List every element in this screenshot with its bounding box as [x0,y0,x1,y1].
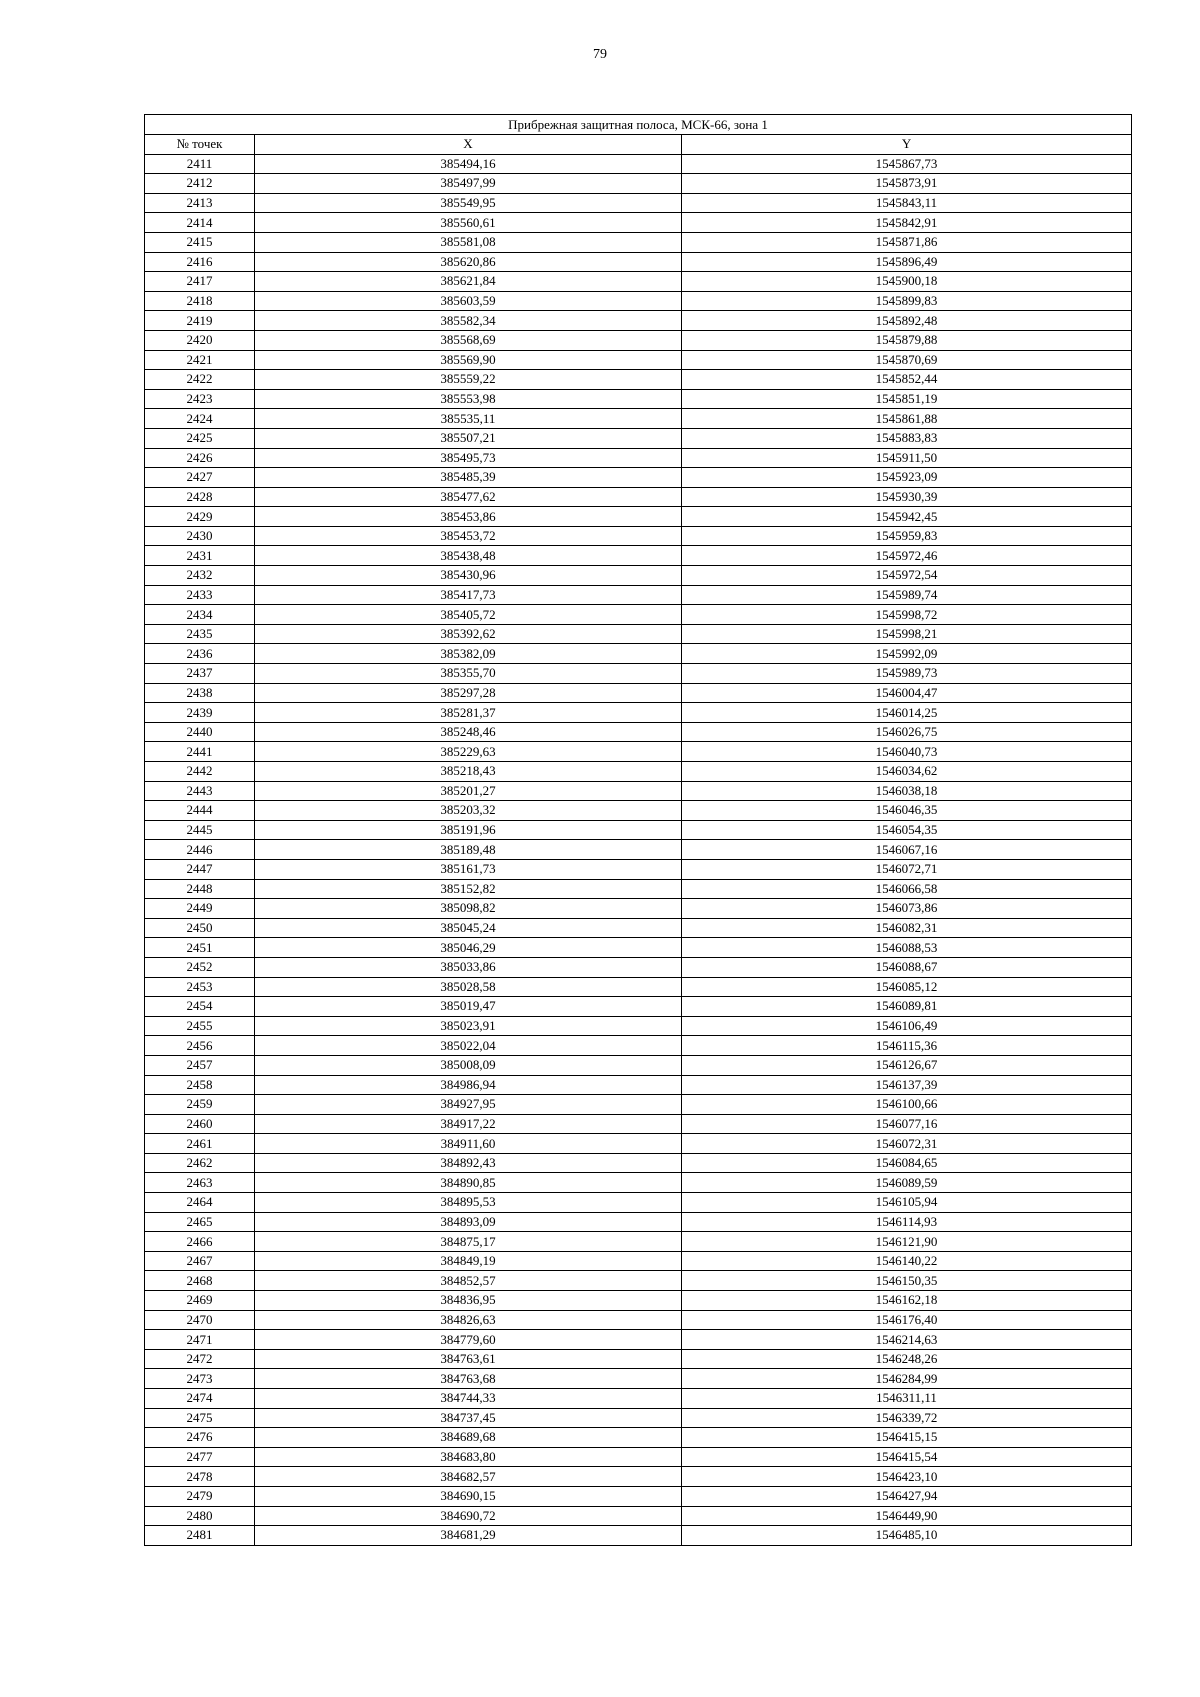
cell-y: 1545871,86 [682,232,1132,252]
cell-y: 1546137,39 [682,1075,1132,1095]
cell-x: 385201,27 [255,781,682,801]
cell-x: 385559,22 [255,370,682,390]
table-row [145,448,1132,468]
cell-point-number: 2434 [145,605,255,625]
table-row [145,330,1132,350]
cell-point-number: 2443 [145,781,255,801]
cell-y: 1546106,49 [682,1016,1132,1036]
cell-point-number: 2481 [145,1526,255,1546]
cell-point-number: 2447 [145,859,255,879]
cell-point-number: 2433 [145,585,255,605]
table-row [145,957,1132,977]
cell-x: 385019,47 [255,997,682,1017]
cell-point-number: 2448 [145,879,255,899]
cell-y: 1545998,72 [682,605,1132,625]
table-row [145,879,1132,899]
table-row [145,997,1132,1017]
table-row [145,291,1132,311]
cell-y: 1545942,45 [682,507,1132,527]
table-row [145,193,1132,213]
cell-point-number: 2463 [145,1173,255,1193]
table-row [145,664,1132,684]
cell-y: 1545930,39 [682,487,1132,507]
cell-y: 1545892,48 [682,311,1132,331]
cell-y: 1546066,58 [682,879,1132,899]
cell-point-number: 2456 [145,1036,255,1056]
cell-y: 1546140,22 [682,1251,1132,1271]
table-row [145,840,1132,860]
cell-y: 1546054,35 [682,820,1132,840]
cell-x: 385161,73 [255,859,682,879]
cell-x: 385494,16 [255,154,682,174]
cell-x: 384893,09 [255,1212,682,1232]
table-row [145,1134,1132,1154]
cell-x: 384892,43 [255,1153,682,1173]
cell-point-number: 2438 [145,683,255,703]
cell-x: 385405,72 [255,605,682,625]
table-row [145,820,1132,840]
table-row [145,1212,1132,1232]
table-row [145,507,1132,527]
cell-point-number: 2429 [145,507,255,527]
cell-x: 385189,48 [255,840,682,860]
cell-point-number: 2465 [145,1212,255,1232]
cell-point-number: 2480 [145,1506,255,1526]
cell-point-number: 2473 [145,1369,255,1389]
cell-point-number: 2419 [145,311,255,331]
cell-y: 1546088,67 [682,957,1132,977]
cell-point-number: 2457 [145,1055,255,1075]
cell-x: 385152,82 [255,879,682,899]
cell-x: 384681,29 [255,1526,682,1546]
cell-point-number: 2455 [145,1016,255,1036]
cell-point-number: 2452 [145,957,255,977]
cell-y: 1545867,73 [682,154,1132,174]
cell-point-number: 2458 [145,1075,255,1095]
cell-point-number: 2454 [145,997,255,1017]
cell-point-number: 2471 [145,1330,255,1350]
cell-x: 385507,21 [255,428,682,448]
cell-point-number: 2417 [145,272,255,292]
cell-x: 385603,59 [255,291,682,311]
page-number: 79 [593,47,607,62]
cell-x: 385033,86 [255,957,682,977]
cell-y: 1546214,63 [682,1330,1132,1350]
cell-point-number: 2466 [145,1232,255,1252]
cell-x: 385553,98 [255,389,682,409]
cell-y: 1546105,94 [682,1193,1132,1213]
cell-x: 385621,84 [255,272,682,292]
cell-y: 1546073,86 [682,899,1132,919]
table-row [145,605,1132,625]
cell-y: 1546415,54 [682,1447,1132,1467]
cell-point-number: 2464 [145,1193,255,1213]
table-row [145,722,1132,742]
cell-x: 385382,09 [255,644,682,664]
table-row [145,1114,1132,1134]
table-row [145,1526,1132,1546]
cell-y: 1546114,93 [682,1212,1132,1232]
cell-y: 1546115,36 [682,1036,1132,1056]
cell-point-number: 2424 [145,409,255,429]
cell-point-number: 2416 [145,252,255,272]
cell-point-number: 2453 [145,977,255,997]
cell-x: 385569,90 [255,350,682,370]
table-row [145,1349,1132,1369]
cell-y: 1546415,15 [682,1428,1132,1448]
cell-x: 384911,60 [255,1134,682,1154]
cell-x: 385355,70 [255,664,682,684]
cell-x: 384986,94 [255,1075,682,1095]
cell-point-number: 2431 [145,546,255,566]
cell-x: 384763,68 [255,1369,682,1389]
cell-point-number: 2421 [145,350,255,370]
table-row [145,938,1132,958]
table-body [145,154,1132,1545]
cell-point-number: 2450 [145,918,255,938]
cell-point-number: 2462 [145,1153,255,1173]
cell-y: 1546034,62 [682,762,1132,782]
cell-y: 1545861,88 [682,409,1132,429]
cell-point-number: 2460 [145,1114,255,1134]
cell-x: 385028,58 [255,977,682,997]
cell-x: 384836,95 [255,1291,682,1311]
cell-y: 1546072,71 [682,859,1132,879]
cell-x: 385497,99 [255,174,682,194]
table-row [145,213,1132,233]
table-row [145,546,1132,566]
cell-point-number: 2476 [145,1428,255,1448]
table-caption: Прибрежная защитная полоса, МСК-66, зона 1 [145,115,1132,135]
table-row [145,1506,1132,1526]
cell-x: 385582,34 [255,311,682,331]
cell-x: 385098,82 [255,899,682,919]
cell-x: 384744,33 [255,1389,682,1409]
cell-y: 1546014,25 [682,703,1132,723]
cell-point-number: 2467 [145,1251,255,1271]
table-row [145,1310,1132,1330]
cell-x: 385218,43 [255,762,682,782]
cell-point-number: 2435 [145,624,255,644]
table-row [145,1095,1132,1115]
cell-point-number: 2451 [145,938,255,958]
table-row [145,703,1132,723]
table-row [145,1467,1132,1487]
cell-y: 1546248,26 [682,1349,1132,1369]
cell-y: 1545900,18 [682,272,1132,292]
cell-y: 1545842,91 [682,213,1132,233]
table-row [145,252,1132,272]
cell-y: 1546088,53 [682,938,1132,958]
cell-y: 1545923,09 [682,468,1132,488]
cell-y: 1546084,65 [682,1153,1132,1173]
cell-y: 1545843,11 [682,193,1132,213]
table-row [145,762,1132,782]
cell-y: 1546089,81 [682,997,1132,1017]
cell-y: 1546339,72 [682,1408,1132,1428]
cell-y: 1546121,90 [682,1232,1132,1252]
cell-point-number: 2446 [145,840,255,860]
cell-point-number: 2430 [145,526,255,546]
table-row [145,1369,1132,1389]
cell-x: 384917,22 [255,1114,682,1134]
table-row [145,1153,1132,1173]
cell-point-number: 2432 [145,566,255,586]
cell-x: 385045,24 [255,918,682,938]
cell-x: 384890,85 [255,1173,682,1193]
table-row [145,1193,1132,1213]
cell-point-number: 2472 [145,1349,255,1369]
table-row [145,1389,1132,1409]
cell-point-number: 2413 [145,193,255,213]
cell-point-number: 2440 [145,722,255,742]
cell-x: 384927,95 [255,1095,682,1115]
cell-point-number: 2418 [145,291,255,311]
cell-y: 1546311,11 [682,1389,1132,1409]
table-row [145,1486,1132,1506]
cell-x: 385535,11 [255,409,682,429]
cell-y: 1545989,73 [682,664,1132,684]
table-row [145,1408,1132,1428]
cell-x: 384895,53 [255,1193,682,1213]
cell-x: 385023,91 [255,1016,682,1036]
cell-point-number: 2470 [145,1310,255,1330]
table-row [145,801,1132,821]
cell-y: 1546449,90 [682,1506,1132,1526]
cell-y: 1545899,83 [682,291,1132,311]
cell-point-number: 2477 [145,1447,255,1467]
cell-point-number: 2420 [145,330,255,350]
cell-y: 1546089,59 [682,1173,1132,1193]
table-row [145,311,1132,331]
cell-y: 1545992,09 [682,644,1132,664]
table-row [145,1016,1132,1036]
cell-y: 1546423,10 [682,1467,1132,1487]
table-row [145,428,1132,448]
cell-point-number: 2412 [145,174,255,194]
cell-y: 1546150,35 [682,1271,1132,1291]
cell-point-number: 2479 [145,1486,255,1506]
table-row [145,585,1132,605]
cell-y: 1546046,35 [682,801,1132,821]
cell-x: 385430,96 [255,566,682,586]
cell-x: 385485,39 [255,468,682,488]
cell-point-number: 2442 [145,762,255,782]
column-header-y: Y [682,135,1132,155]
cell-x: 384852,57 [255,1271,682,1291]
cell-x: 385581,08 [255,232,682,252]
table-caption-row [145,115,1132,135]
cell-point-number: 2459 [145,1095,255,1115]
cell-x: 384689,68 [255,1428,682,1448]
cell-y: 1546067,16 [682,840,1132,860]
column-header-x: X [255,135,682,155]
table-row [145,1428,1132,1448]
cell-point-number: 2478 [145,1467,255,1487]
cell-point-number: 2415 [145,232,255,252]
cell-y: 1546100,66 [682,1095,1132,1115]
table-header-row [145,135,1132,155]
table-row [145,1036,1132,1056]
cell-point-number: 2441 [145,742,255,762]
cell-y: 1546077,16 [682,1114,1132,1134]
cell-y: 1546082,31 [682,918,1132,938]
cell-y: 1546485,10 [682,1526,1132,1546]
cell-point-number: 2427 [145,468,255,488]
cell-x: 385417,73 [255,585,682,605]
cell-x: 385022,04 [255,1036,682,1056]
table-row [145,899,1132,919]
cell-point-number: 2468 [145,1271,255,1291]
table-row [145,683,1132,703]
cell-x: 385560,61 [255,213,682,233]
cell-y: 1545851,19 [682,389,1132,409]
table-row [145,350,1132,370]
table-row [145,1330,1132,1350]
cell-x: 384763,61 [255,1349,682,1369]
cell-y: 1545911,50 [682,448,1132,468]
cell-point-number: 2437 [145,664,255,684]
table-row [145,1075,1132,1095]
cell-y: 1546072,31 [682,1134,1132,1154]
table-row [145,1447,1132,1467]
coordinates-table [144,114,1132,1546]
cell-y: 1546427,94 [682,1486,1132,1506]
cell-y: 1545873,91 [682,174,1132,194]
table-row [145,859,1132,879]
cell-x: 385438,48 [255,546,682,566]
cell-x: 384690,72 [255,1506,682,1526]
cell-y: 1546176,40 [682,1310,1132,1330]
cell-point-number: 2411 [145,154,255,174]
table-row [145,526,1132,546]
cell-point-number: 2422 [145,370,255,390]
cell-x: 384690,15 [255,1486,682,1506]
table-row [145,468,1132,488]
cell-point-number: 2461 [145,1134,255,1154]
cell-point-number: 2475 [145,1408,255,1428]
cell-x: 384826,63 [255,1310,682,1330]
cell-y: 1545972,54 [682,566,1132,586]
table-row [145,1173,1132,1193]
cell-x: 385453,72 [255,526,682,546]
cell-x: 384737,45 [255,1408,682,1428]
table-row [145,1291,1132,1311]
cell-x: 385203,32 [255,801,682,821]
cell-y: 1545870,69 [682,350,1132,370]
cell-y: 1546004,47 [682,683,1132,703]
cell-y: 1546040,73 [682,742,1132,762]
table-row [145,154,1132,174]
cell-point-number: 2449 [145,899,255,919]
cell-y: 1545852,44 [682,370,1132,390]
cell-y: 1546284,99 [682,1369,1132,1389]
column-header-point-number: № точек [145,135,255,155]
cell-x: 385392,62 [255,624,682,644]
cell-x: 385549,95 [255,193,682,213]
cell-y: 1546126,67 [682,1055,1132,1075]
cell-point-number: 2444 [145,801,255,821]
cell-y: 1545896,49 [682,252,1132,272]
table-row [145,174,1132,194]
table-row [145,1251,1132,1271]
cell-y: 1546085,12 [682,977,1132,997]
table-row [145,644,1132,664]
cell-x: 385453,86 [255,507,682,527]
cell-point-number: 2423 [145,389,255,409]
cell-x: 385568,69 [255,330,682,350]
cell-y: 1545998,21 [682,624,1132,644]
table-row [145,566,1132,586]
cell-x: 385620,86 [255,252,682,272]
cell-y: 1546026,75 [682,722,1132,742]
table-row [145,742,1132,762]
cell-x: 385191,96 [255,820,682,840]
cell-y: 1545879,88 [682,330,1132,350]
cell-point-number: 2425 [145,428,255,448]
cell-point-number: 2426 [145,448,255,468]
cell-x: 385281,37 [255,703,682,723]
cell-x: 385229,63 [255,742,682,762]
cell-y: 1545972,46 [682,546,1132,566]
cell-x: 384875,17 [255,1232,682,1252]
cell-point-number: 2414 [145,213,255,233]
cell-point-number: 2474 [145,1389,255,1409]
cell-y: 1546162,18 [682,1291,1132,1311]
cell-x: 384849,19 [255,1251,682,1271]
table-row [145,781,1132,801]
cell-y: 1545883,83 [682,428,1132,448]
cell-x: 384683,80 [255,1447,682,1467]
table-row [145,977,1132,997]
table-row [145,487,1132,507]
cell-point-number: 2439 [145,703,255,723]
table-row [145,1271,1132,1291]
cell-x: 385477,62 [255,487,682,507]
table-row [145,624,1132,644]
cell-point-number: 2469 [145,1291,255,1311]
table-row [145,272,1132,292]
cell-x: 385046,29 [255,938,682,958]
cell-y: 1546038,18 [682,781,1132,801]
cell-point-number: 2428 [145,487,255,507]
cell-x: 385008,09 [255,1055,682,1075]
cell-x: 385297,28 [255,683,682,703]
table-row [145,232,1132,252]
table-row [145,370,1132,390]
cell-y: 1545989,74 [682,585,1132,605]
cell-point-number: 2445 [145,820,255,840]
table-row [145,1055,1132,1075]
table-row [145,389,1132,409]
cell-x: 385495,73 [255,448,682,468]
cell-point-number: 2436 [145,644,255,664]
table-row [145,409,1132,429]
table-row [145,1232,1132,1252]
cell-x: 385248,46 [255,722,682,742]
cell-x: 384779,60 [255,1330,682,1350]
cell-y: 1545959,83 [682,526,1132,546]
cell-x: 384682,57 [255,1467,682,1487]
table-row [145,918,1132,938]
